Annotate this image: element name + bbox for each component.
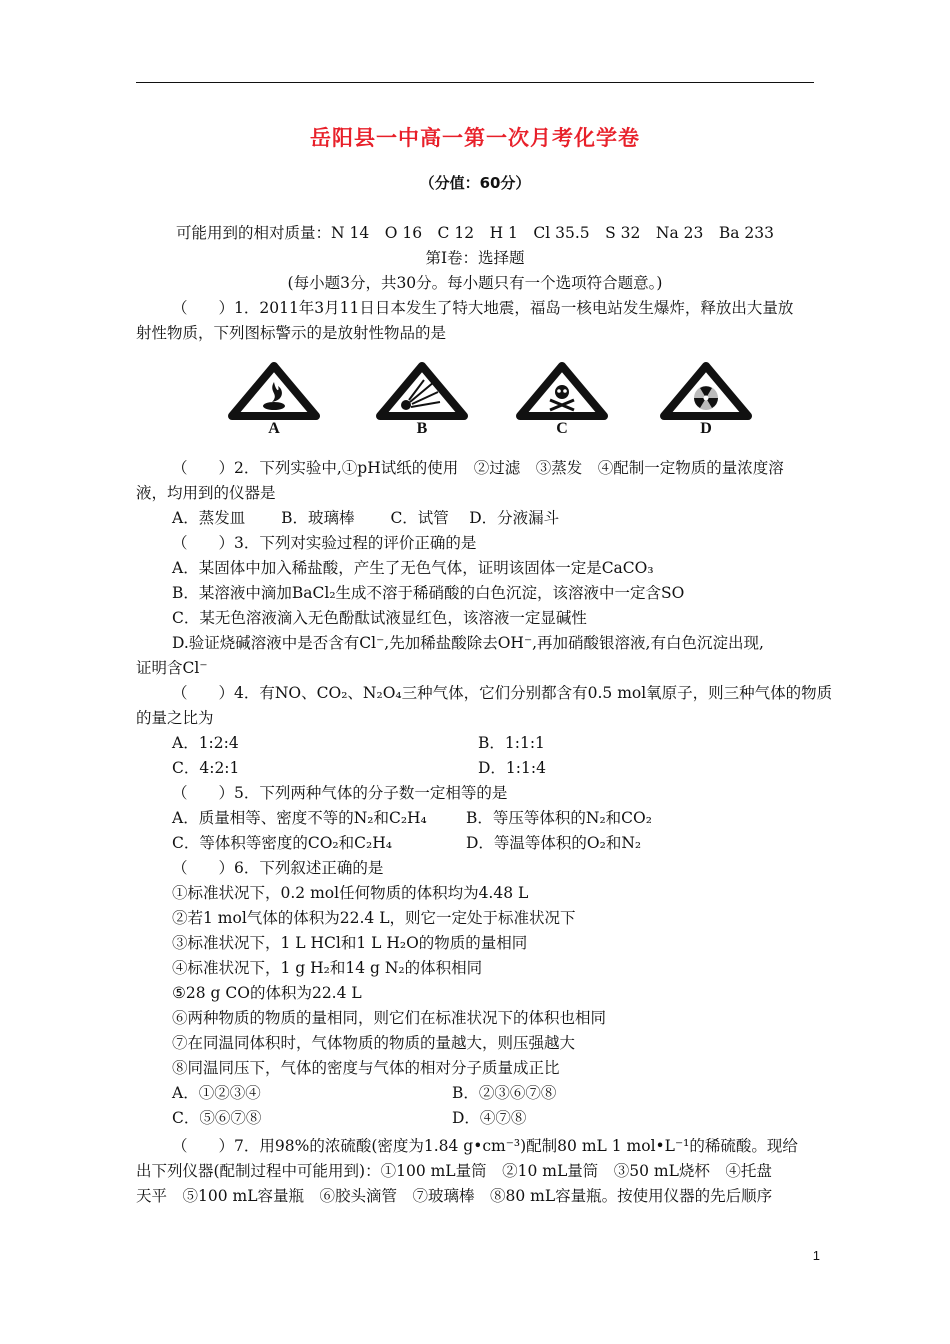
q6-statement: ②若1 mol气体的体积为22.4 L，则它一定处于标准状况下 (172, 909, 576, 927)
page-number: 1 (812, 1248, 820, 1263)
skull-icon (516, 362, 608, 422)
q6-option-b: B．②③⑥⑦⑧ (452, 1084, 557, 1102)
section-instruction: (每小题3分，共30分。每小题只有一个选项符合题意。) (287, 274, 663, 292)
q1-stem-line2: 射性物质，下列图标警示的是放射性物品的是 (136, 324, 447, 342)
q6-statement: ①标准状况下，0.2 mol任何物质的体积均为4.48 L (172, 884, 529, 902)
option-c-label: C (556, 420, 568, 437)
q6-statement: ③标准状况下，1 L HCl和1 L H₂O的物质的量相同 (172, 934, 528, 952)
q6-stem: （ ）6．下列叙述正确的是 (172, 859, 384, 877)
option-a-label: A (268, 420, 280, 437)
score-note: （分值：60分） (419, 174, 531, 192)
radiation-icon (660, 362, 752, 422)
explosion-icon (376, 362, 468, 422)
q7-stem-line3: 天平 ⑤100 mL容量瓶 ⑥胶头滴管 ⑦玻璃棒 ⑧80 mL容量瓶。按使用仪器的先后顺序 (136, 1187, 773, 1205)
page-title: 岳阳县一中高一第一次月考化学卷 (310, 126, 640, 150)
hazard-icons (228, 362, 758, 442)
q6-option-d: D．④⑦⑧ (452, 1109, 527, 1127)
q4-option-d: D．1:1:4 (478, 759, 546, 777)
q6-statement: ⑤28 g CO的体积为22.4 L (172, 984, 362, 1002)
option-b-label: B (416, 420, 428, 437)
q4-stem-line1: （ ）4．有NO、CO₂、N₂O₄三种气体，它们分别都含有0.5 mol氧原子，则三种气体的物质 (172, 684, 833, 702)
q7-stem-line2: 出下列仪器(配制过程中可能用到)：①100 mL量筒 ②10 mL量筒 ③50 mL烧杯 ④托盘 (136, 1162, 772, 1180)
q4-option-a: A．1:2:4 (172, 734, 239, 752)
section-heading: 第Ⅰ卷：选择题 (425, 249, 525, 267)
q6-statement: ⑦在同温同体积时，气体物质的物质的量越大，则压强越大 (172, 1034, 576, 1052)
option-d-label: D (700, 420, 712, 437)
q7-stem-line1: （ ）7．用98%的浓硫酸(密度为1.84 g•cm⁻³)配制80 mL 1 mol•L⁻¹的稀硫酸。现给 (172, 1137, 798, 1155)
q6-statement: ⑥两种物质的物质的量相同，则它们在标准状况下的体积也相同 (172, 1009, 607, 1027)
q3-option-a: A．某固体中加入稀盐酸，产生了无色气体，证明该固体一定是CaCO₃ (172, 559, 654, 577)
option-a-hazard (228, 362, 320, 440)
q6-option-a: A．①②③④ (172, 1084, 261, 1102)
option-d-hazard (660, 362, 752, 440)
q2-stem-line2: 液，均用到的仪器是 (136, 484, 276, 502)
q3-option-d-line2: 证明含Cl⁻ (136, 659, 208, 677)
q6-option-c: C．⑤⑥⑦⑧ (172, 1109, 262, 1127)
q2-options: A．蒸发皿 B．玻璃棒 C．试管 D．分液漏斗 (172, 509, 560, 527)
option-b-hazard (376, 362, 468, 440)
relative-masses: 可能用到的相对质量：N 14 O 16 C 12 H 1 Cl 35.5 S 32 Na 23 Ba 233 (175, 224, 774, 242)
q4-stem-line2: 的量之比为 (136, 709, 214, 727)
q5-option-b: B．等压等体积的N₂和CO₂ (466, 809, 652, 827)
q4-option-c: C．4:2:1 (172, 759, 240, 777)
q2-stem-line1: （ ）2．下列实验中,①pH试纸的使用 ②过滤 ③蒸发 ④配制一定物质的量浓度溶 (172, 459, 784, 477)
option-c-hazard (516, 362, 608, 440)
flame-icon (228, 362, 320, 422)
q6-statement: ⑧同温同压下，气体的密度与气体的相对分子质量成正比 (172, 1059, 560, 1077)
q3-option-d-line1: D.验证烧碱溶液中是否含有Cl⁻,先加稀盐酸除去OH⁻,再加硝酸银溶液,有白色沉淀出现, (172, 634, 764, 652)
q1-stem-line1: （ ）1．2011年3月11日日本发生了特大地震，福岛一核电站发生爆炸，释放出大量放 (172, 299, 794, 317)
q5-option-d: D．等温等体积的O₂和N₂ (466, 834, 642, 852)
q3-stem: （ ）3．下列对实验过程的评价正确的是 (172, 534, 477, 552)
q5-stem: （ ）5．下列两种气体的分子数一定相等的是 (172, 784, 508, 802)
q5-option-c: C．等体积等密度的CO₂和C₂H₄ (172, 834, 392, 852)
q4-option-b: B．1:1:1 (478, 734, 545, 752)
q3-option-c: C．某无色溶液滴入无色酚酞试液显红色，该溶液一定显碱性 (172, 609, 587, 627)
q6-statement: ④标准状况下，1 g H₂和14 g N₂的体积相同 (172, 959, 483, 977)
q5-option-a: A．质量相等、密度不等的N₂和C₂H₄ (172, 809, 427, 827)
top-rule (136, 82, 814, 83)
q3-option-b: B．某溶液中滴加BaCl₂生成不溶于稀硝酸的白色沉淀，该溶液中一定含SO (172, 584, 685, 602)
